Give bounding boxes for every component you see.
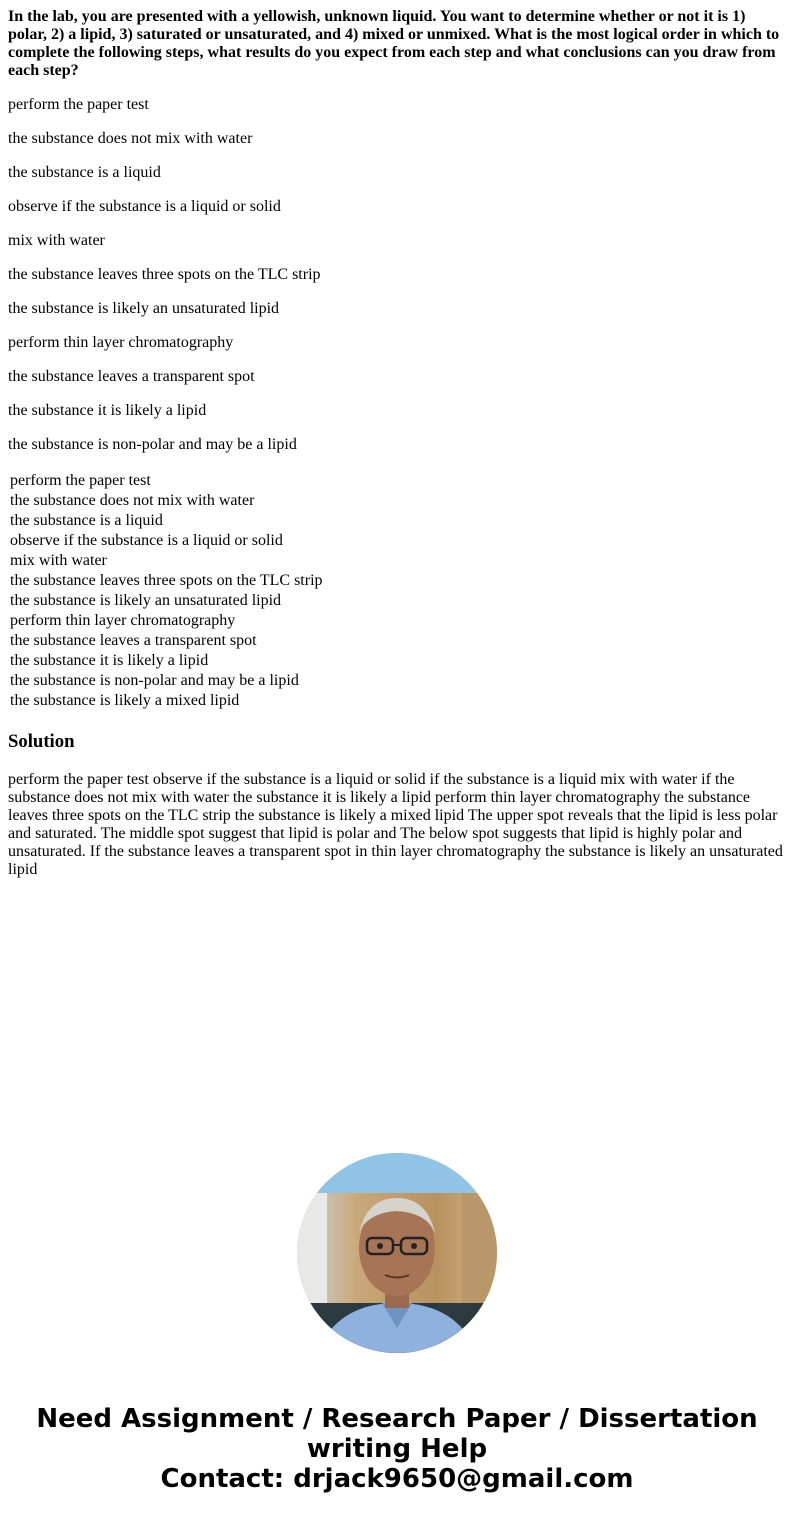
answer-row: observe if the substance is a liquid or solid: [10, 532, 283, 549]
option-item: perform thin layer chromatography: [8, 334, 234, 351]
answer-row: the substance is a liquid: [10, 512, 163, 529]
promo-line: writing Help: [306, 1434, 488, 1464]
answer-row: the substance is non-polar and may be a lipid: [10, 672, 299, 689]
page-content: [8, 0, 786, 470]
answer-row: the substance leaves three spots on the TLC strip: [10, 572, 323, 589]
option-item: perform the paper test: [8, 96, 149, 113]
option-item: the substance it is likely a lipid: [8, 402, 207, 419]
option-item: the substance leaves three spots on the TLC strip: [8, 266, 321, 283]
answer-row: mix with water: [10, 552, 107, 569]
answer-table: [10, 471, 323, 711]
promo-line: Need Assignment / Research Paper / Dissertation: [36, 1404, 758, 1434]
option-item: the substance does not mix with water: [8, 130, 253, 147]
solution-text: perform the paper test observe if the substance is a liquid or solid if the substance is a liquid mix with water if the substance does not mix with water the substance it is likely a lipid perform thin layer chromatography the substance leaves three spots on the TLC strip the substance is likely a mixed lipid The upper spot reveals that the lipid is less polar and saturated. The middle spot suggest that lipid is polar and The below spot suggests that lipid is highly polar and unsaturated. If the substance leaves a transparent spot in thin layer chromatography the substance is likely an unsaturated lipid: [8, 771, 783, 878]
question-text: In the lab, you are presented with a yellowish, unknown liquid. You want to determine whether or not it is 1) polar, 2) a lipid, 3) saturated or unsaturated, and 4) mixed or unmixed. What is the most logical order in which to complete the following steps, what results do you expect from each step and what conclusions can you draw from each step?: [8, 8, 780, 79]
author-avatar: [297, 1153, 497, 1353]
options-list: [8, 96, 786, 454]
answer-row: the substance it is likely a lipid: [10, 652, 209, 669]
answer-row: the substance does not mix with water: [10, 492, 255, 509]
option-item: observe if the substance is a liquid or solid: [8, 198, 281, 215]
author-portrait-icon: [297, 1153, 497, 1353]
option-item: mix with water: [8, 232, 105, 249]
solution-heading: Solution: [8, 731, 75, 752]
option-item: the substance leaves a transparent spot: [8, 368, 255, 385]
answer-row: the substance is likely an unsaturated lipid: [10, 592, 282, 609]
answer-row: the substance leaves a transparent spot: [10, 632, 257, 649]
answer-row: perform the paper test: [10, 472, 151, 489]
answer-row: perform thin layer chromatography: [10, 612, 236, 629]
answer-row: the substance is likely a mixed lipid: [10, 692, 240, 709]
option-item: the substance is non-polar and may be a lipid: [8, 436, 297, 453]
option-item: the substance is a liquid: [8, 164, 161, 181]
promo-banner: [0, 1404, 794, 1494]
promo-contact: Contact: drjack9650@gmail.com: [160, 1464, 634, 1494]
option-item: the substance is likely an unsaturated lipid: [8, 300, 280, 317]
